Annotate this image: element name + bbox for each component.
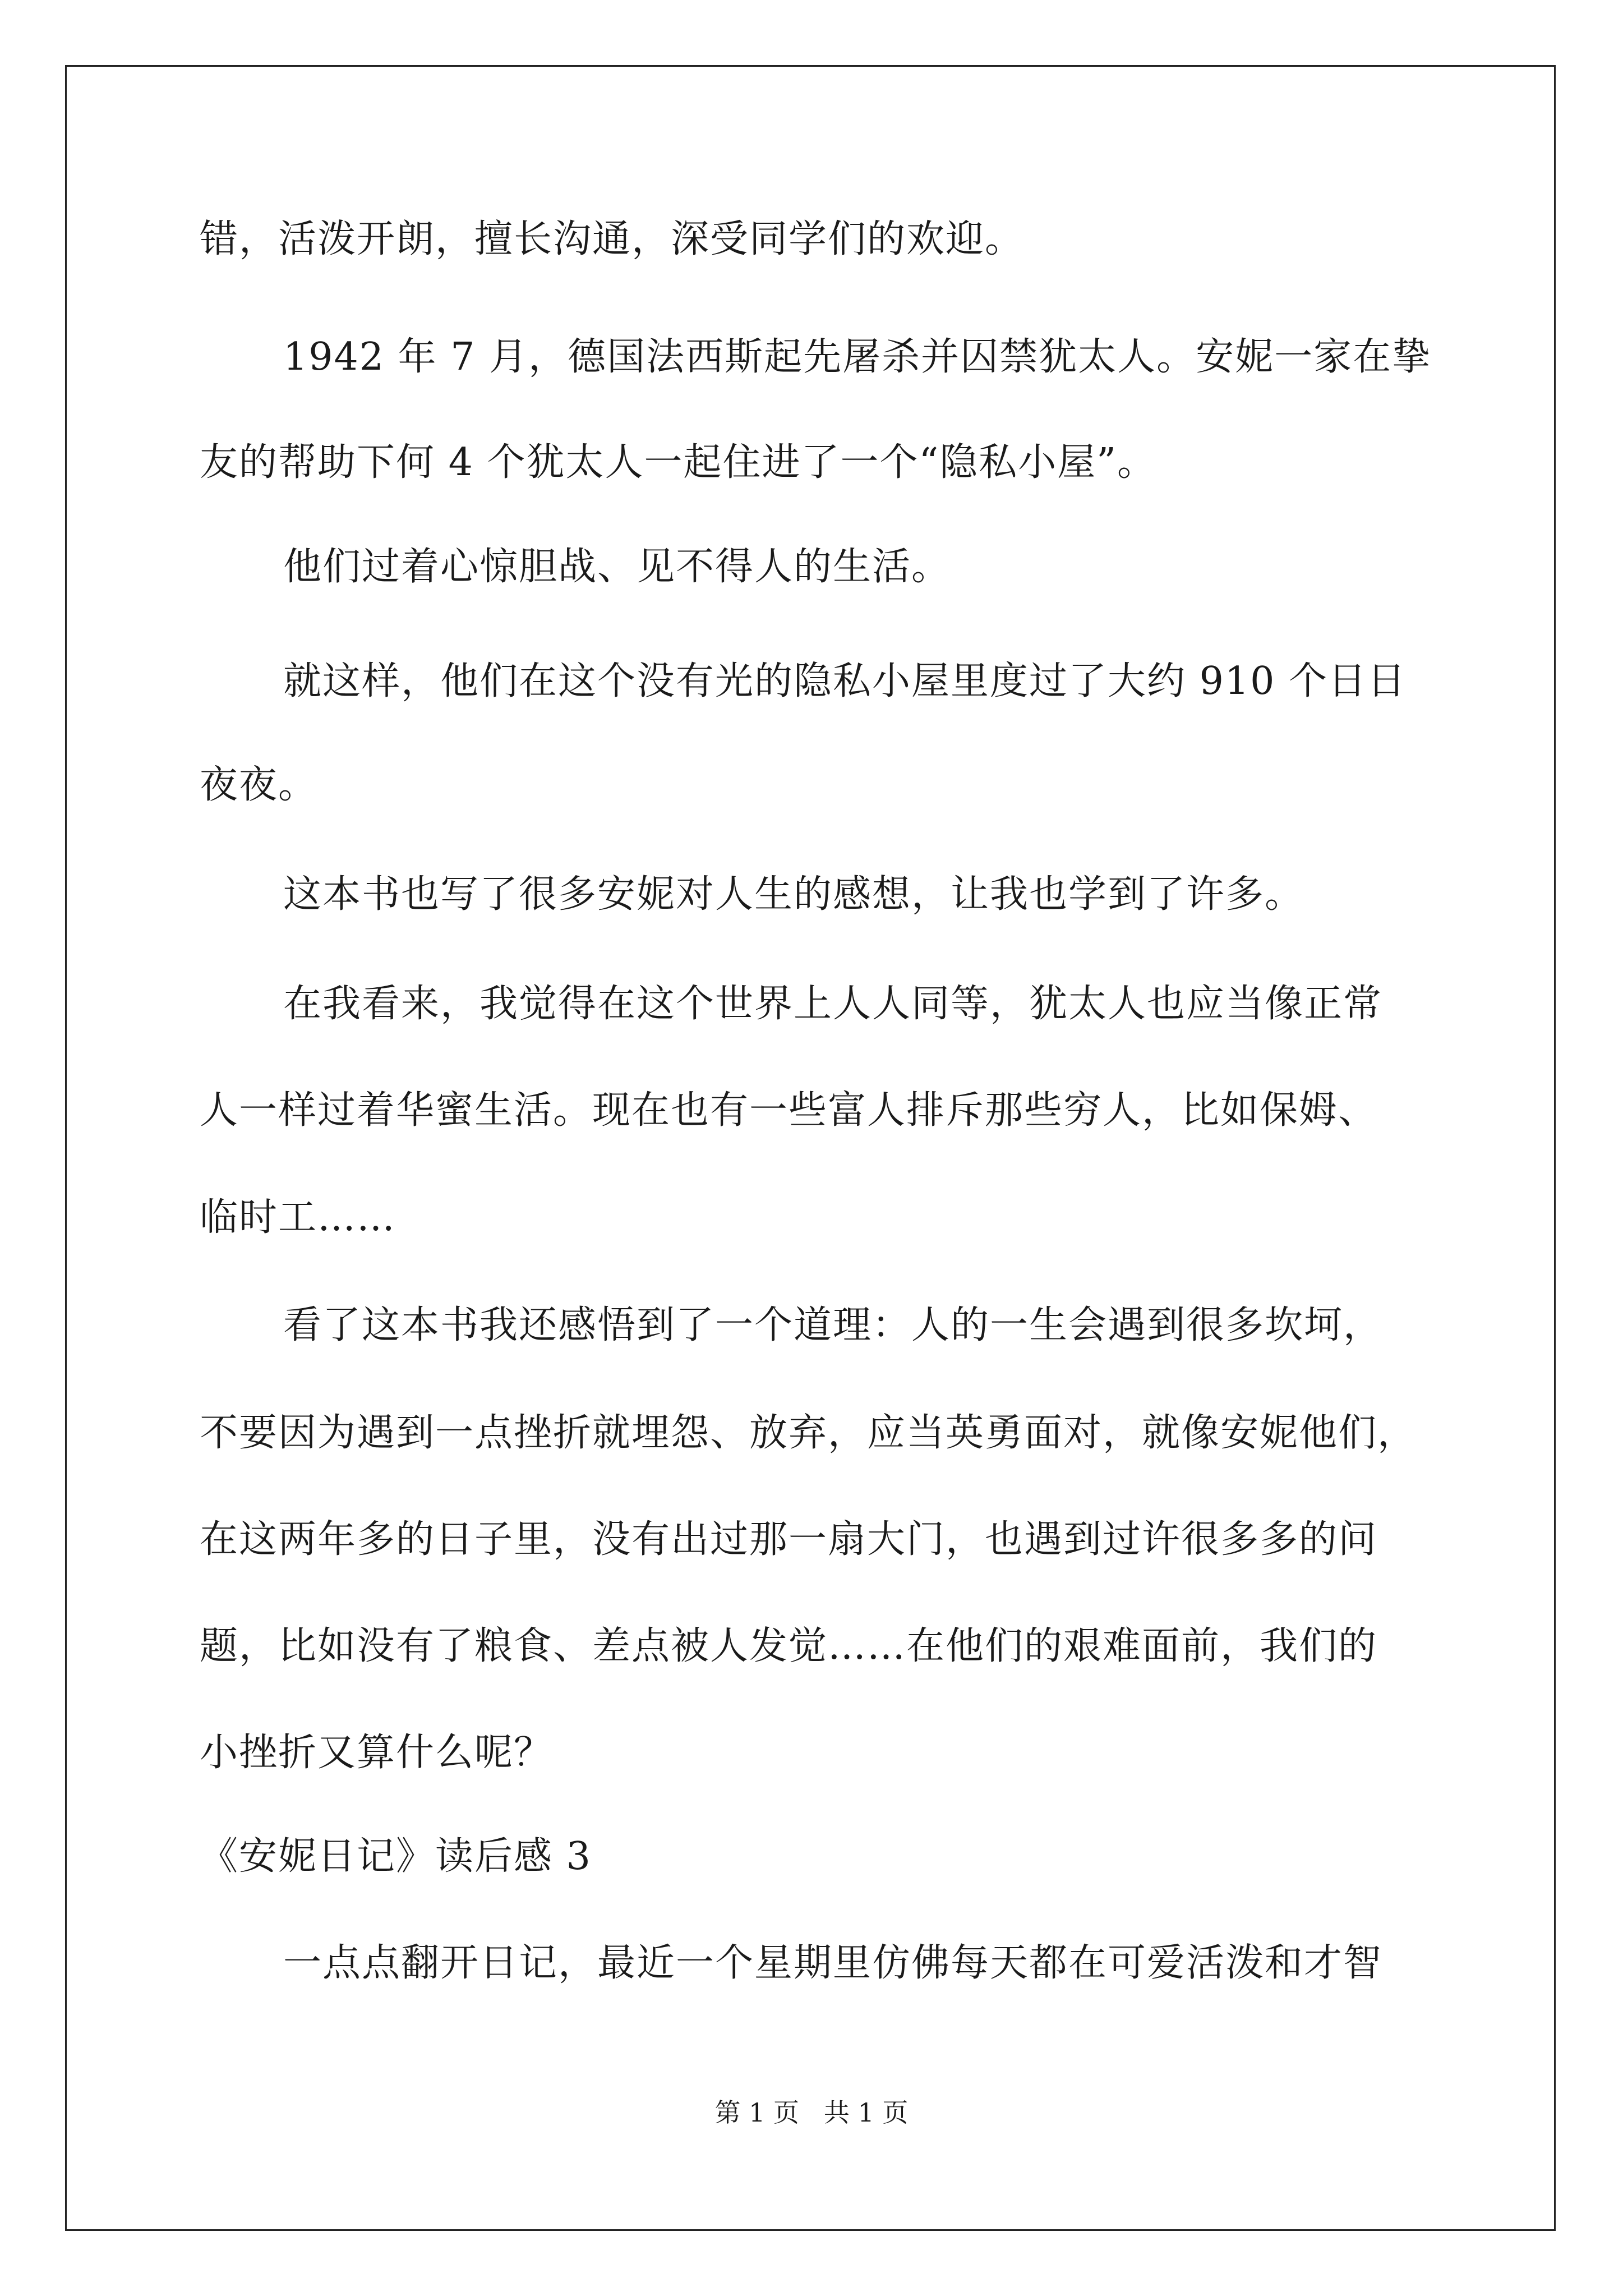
text-line-6: 夜夜。 — [200, 763, 318, 807]
text-line-9: 人一样过着华蜜生活。现在也有一些富人排斥那些穷人，比如保姆、 — [200, 1088, 1378, 1133]
text-line-13: 在这两年多的日子里，没有出过那一扇大门，也遇到过许很多多的问 — [200, 1517, 1378, 1562]
text-line-10: 临时工…… — [200, 1195, 396, 1240]
text-line-3: 友的帮助下何 4 个犹太人一起住进了一个“隐私小屋”。 — [200, 440, 1157, 485]
text-line-5: 就这样，他们在这个没有光的隐私小屋里度过了大约 910 个日日 — [283, 659, 1407, 703]
text-line-8: 在我看来，我觉得在这个世界上人人同等，犹太人也应当像正常 — [283, 982, 1383, 1026]
text-line-2: 1942 年 7 月，德国法西斯起先屠杀并囚禁犹太人。安妮一家在挚 — [283, 335, 1432, 379]
text-line-4: 他们过着心惊胆战、见不得人的生活。 — [283, 545, 951, 589]
text-line-12: 不要因为遇到一点挫折就埋怨、放弃，应当英勇面对，就像安妮他们， — [200, 1411, 1417, 1455]
text-line-1: 错，活泼开朗，擅长沟通，深受同学们的欢迎。 — [200, 217, 1025, 261]
text-line-15: 小挫折又算什么呢？ — [200, 1731, 554, 1775]
text-line-14: 题，比如没有了粮食、差点被人发觉……在他们的艰难面前，我们的 — [200, 1624, 1378, 1668]
text-line-7: 这本书也写了很多安妮对人生的感想，让我也学到了许多。 — [283, 872, 1304, 917]
section-heading: 《安妮日记》读后感 3 — [200, 1834, 592, 1879]
page-footer: 第 1 页 共 1 页 — [714, 2097, 909, 2128]
text-line-11: 看了这本书我还感悟到了一个道理：人的一生会遇到很多坎坷， — [283, 1303, 1383, 1347]
text-line-17: 一点点翻开日记，最近一个星期里仿佛每天都在可爱活泼和才智 — [283, 1941, 1383, 1985]
page-border — [65, 65, 1556, 2231]
